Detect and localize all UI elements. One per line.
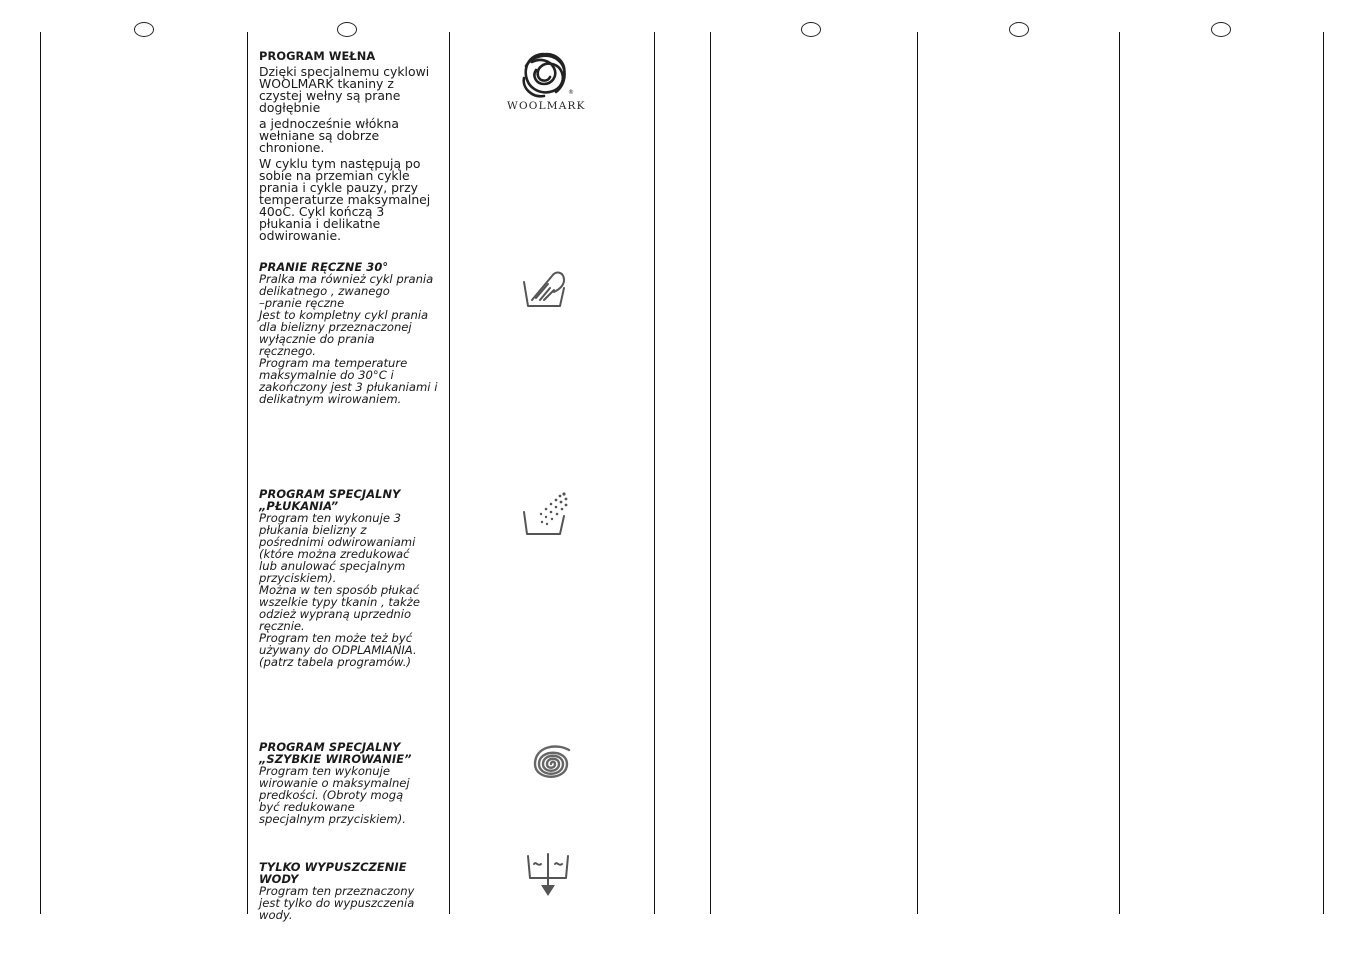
section-title-line: „PŁUKANIA” xyxy=(259,499,339,513)
spin-spiral-icon xyxy=(527,740,575,788)
text-line: Program ten wykonuje 3 xyxy=(259,511,402,525)
column-rule-2 xyxy=(247,32,248,914)
language-marker-4 xyxy=(1009,22,1029,37)
text-line: W cyklu tym następują po xyxy=(259,156,421,171)
text-line: maksymalnie do 30°C i xyxy=(259,368,394,382)
language-marker-3 xyxy=(801,22,821,37)
column-rule-5 xyxy=(710,32,711,914)
section-drain-only xyxy=(259,861,441,921)
text-line: chronione. xyxy=(259,140,325,155)
paragraph xyxy=(259,118,441,154)
section-title: PROGRAM WEŁNA xyxy=(259,49,376,63)
drain-water-icon xyxy=(525,852,571,898)
paragraph xyxy=(259,158,441,242)
text-line: temperaturze maksymalnej xyxy=(259,192,431,207)
text-line: lub anulować specjalnym xyxy=(259,559,406,573)
section-title-line: PROGRAM SPECJALNY xyxy=(259,740,401,754)
rinse-shower-icon xyxy=(520,490,570,538)
text-line: –pranie ręczne xyxy=(259,296,345,310)
text-line: Program ten może też być xyxy=(259,631,413,645)
text-line: pośrednimi odwirowaniami xyxy=(259,535,416,549)
text-line: używany do ODPLAMIANIA. xyxy=(259,643,417,657)
text-line: Program ma temperature xyxy=(259,356,408,370)
section-fast-spin xyxy=(259,741,441,825)
text-line: sobie na przemian cykle xyxy=(259,168,410,183)
text-line: wszelkie typy tkanin , także xyxy=(259,595,420,609)
text-line: dla bielizny przeznaczonej xyxy=(259,320,412,334)
text-line: wełniane są dobrze xyxy=(259,128,380,143)
text-line: odzież wypraną uprzednio xyxy=(259,607,412,621)
text-line: (które można zredukować xyxy=(259,547,410,561)
hand-wash-icon xyxy=(520,266,570,310)
text-line: ręcznie. xyxy=(259,619,305,633)
text-line: Program ten przeznaczony xyxy=(259,884,415,898)
paragraph xyxy=(259,66,441,114)
text-line: delikatnego , zwanego xyxy=(259,284,390,298)
text-line: Program ten wykonuje xyxy=(259,764,390,778)
section-wool-program xyxy=(259,50,441,246)
text-line: (patrz tabela programów.) xyxy=(259,655,412,669)
text-line: WOOLMARK tkaniny z xyxy=(259,76,394,91)
column-rule-8 xyxy=(1323,32,1324,914)
column-rule-3 xyxy=(449,32,450,914)
text-line: Dzięki specjalnemu cyklowi xyxy=(259,64,430,79)
section-title: TYLKO WYPUSZCZENIE WODY xyxy=(259,860,407,886)
registered-mark: ® xyxy=(568,89,574,96)
text-line: Pralka ma również cykl prania xyxy=(259,272,434,286)
text-line: delikatnym wirowaniem. xyxy=(259,392,402,406)
text-line: zakończony jest 3 płukaniami i xyxy=(259,380,438,394)
text-line: specjalnym przyciskiem). xyxy=(259,812,406,826)
text-line: czystej wełny są prane xyxy=(259,88,401,103)
text-line: ręcznego. xyxy=(259,344,316,358)
language-marker-2 xyxy=(337,22,357,37)
section-hand-wash xyxy=(259,261,441,405)
language-marker-1 xyxy=(134,22,154,37)
section-title-line: „SZYBKIE WIROWANIE” xyxy=(259,752,412,766)
woolmark-logo-icon xyxy=(518,50,570,100)
section-rinse-program xyxy=(259,488,441,668)
text-line: Można w ten sposób płukać xyxy=(259,583,420,597)
text-line: wirowanie o maksymalnej xyxy=(259,776,410,790)
text-line: jest tylko do wypuszczenia xyxy=(259,896,415,910)
text-line: wody. xyxy=(259,908,293,922)
text-line: płukania bielizny z xyxy=(259,523,367,537)
text-line: Jest to kompletny cykl prania xyxy=(259,308,429,322)
section-title: PRANIE RĘCZNE 30° xyxy=(259,260,389,274)
text-line: odwirowanie. xyxy=(259,228,342,243)
section-title-line: PROGRAM SPECJALNY xyxy=(259,487,401,501)
column-rule-4 xyxy=(654,32,655,914)
text-line: wyłącznie do prania xyxy=(259,332,375,346)
text-line: a jednocześnie włókna xyxy=(259,116,400,131)
text-line: prania i cykle pauzy, przy xyxy=(259,180,418,195)
text-line: być redukowane xyxy=(259,800,355,814)
text-line: predkości. (Obroty mogą xyxy=(259,788,404,802)
text-line: płukania i delikatne xyxy=(259,216,381,231)
woolmark-wordmark: WOOLMARK xyxy=(507,100,586,112)
column-rule-1 xyxy=(40,32,41,914)
column-rule-6 xyxy=(917,32,918,914)
text-line: przyciskiem). xyxy=(259,571,337,585)
text-line: dogłębnie xyxy=(259,100,321,115)
text-line: 40oC. Cykl kończą 3 xyxy=(259,204,385,219)
language-marker-5 xyxy=(1211,22,1231,37)
column-rule-7 xyxy=(1119,32,1120,914)
